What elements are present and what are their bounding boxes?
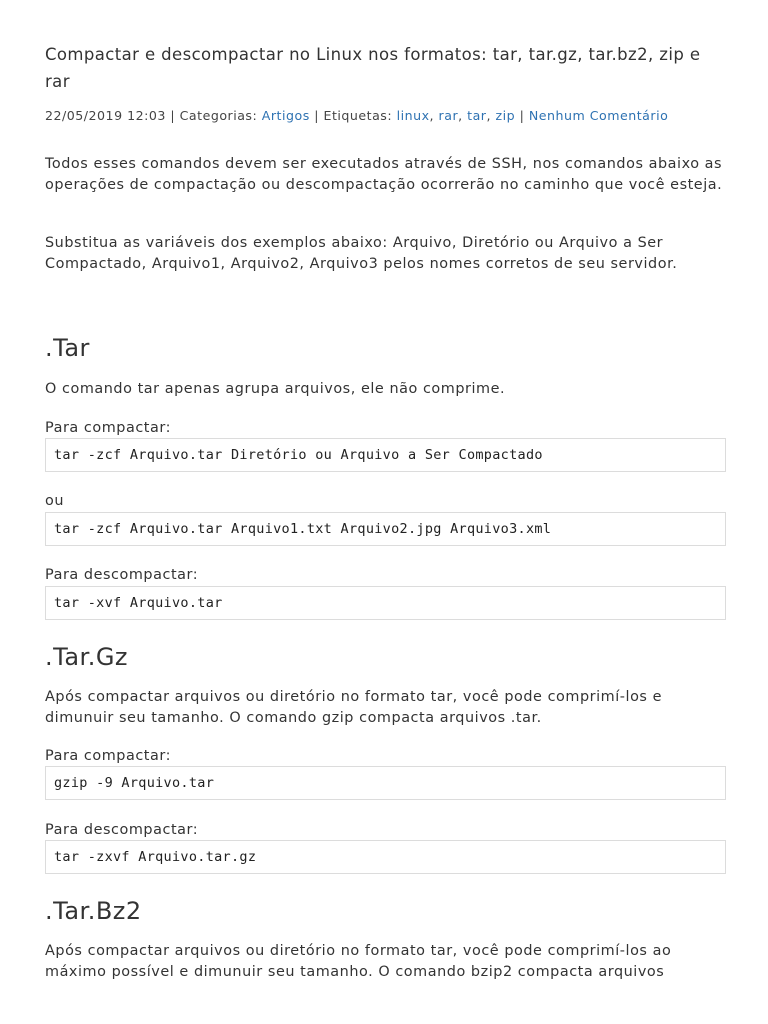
tag-link-zip[interactable]: zip (495, 108, 516, 123)
tar-extract-label: Para descompactar: (45, 567, 199, 583)
tar-compact-code[interactable]: tar -zcf Arquivo.tar Diretório ou Arquivo a Ser Compactado (45, 438, 726, 472)
tar-compact-code-2[interactable]: tar -zcf Arquivo.tar Arquivo1.txt Arquivo2.jpg Arquivo3.xml (45, 512, 726, 546)
post-meta: 22/05/2019 12:03 | Categorias: Artigos | Etiquetas: linux, rar, tar, zip | Nenhum Comentário (45, 108, 669, 123)
heading-tarbz2: .Tar.Bz2 (45, 897, 142, 925)
comments-link[interactable]: Nenhum Comentário (528, 108, 669, 123)
tag-link-rar[interactable]: rar (438, 108, 459, 123)
intro-paragraph-1: Todos esses comandos devem ser executados através de SSH, nos comandos abaixo as operações de compactação ou descompactação ocorrerão no caminho que você esteja. (45, 156, 723, 193)
category-link-artigos[interactable]: Artigos (261, 108, 310, 123)
heading-tar: .Tar (45, 334, 90, 362)
targz-compact-label: Para compactar: (45, 748, 171, 764)
intro-paragraph-2: Substitua as variáveis dos exemplos abaixo: Arquivo, Diretório ou Arquivo a Ser Compactado, Arquivo1, Arquivo2, Arquivo3 pelos nomes corretos de seu servidor. (45, 235, 678, 272)
tag-link-tar[interactable]: tar (467, 108, 487, 123)
tar-or-label: ou (45, 493, 65, 509)
tar-extract-code[interactable]: tar -xvf Arquivo.tar (45, 586, 726, 620)
targz-extract-label: Para descompactar: (45, 822, 199, 838)
tarbz2-description: Após compactar arquivos ou diretório no formato tar, você pode comprimí-los ao máximo possível e dimunuir seu tamanho. O comando bzip2 compacta arquivos (45, 943, 672, 980)
post-datetime: 22/05/2019 12:03 (45, 108, 166, 123)
heading-targz: .Tar.Gz (45, 643, 129, 671)
targz-description: Após compactar arquivos ou diretório no formato tar, você pode comprimí-los e dimunuir seu tamanho. O comando gzip compacta arquivos .tar. (45, 689, 663, 726)
categories-label: Categorias: (179, 108, 258, 123)
post-title: Compactar e descompactar no Linux nos formatos: tar, tar.gz, tar.bz2, zip e rar (45, 45, 701, 91)
tag-link-linux[interactable]: linux (396, 108, 430, 123)
tags-label: Etiquetas: (323, 108, 393, 123)
targz-extract-code[interactable]: tar -zxvf Arquivo.tar.gz (45, 840, 726, 874)
tar-description: O comando tar apenas agrupa arquivos, ele não comprime. (45, 381, 506, 397)
targz-compact-code[interactable]: gzip -9 Arquivo.tar (45, 766, 726, 800)
tar-compact-label: Para compactar: (45, 420, 171, 436)
